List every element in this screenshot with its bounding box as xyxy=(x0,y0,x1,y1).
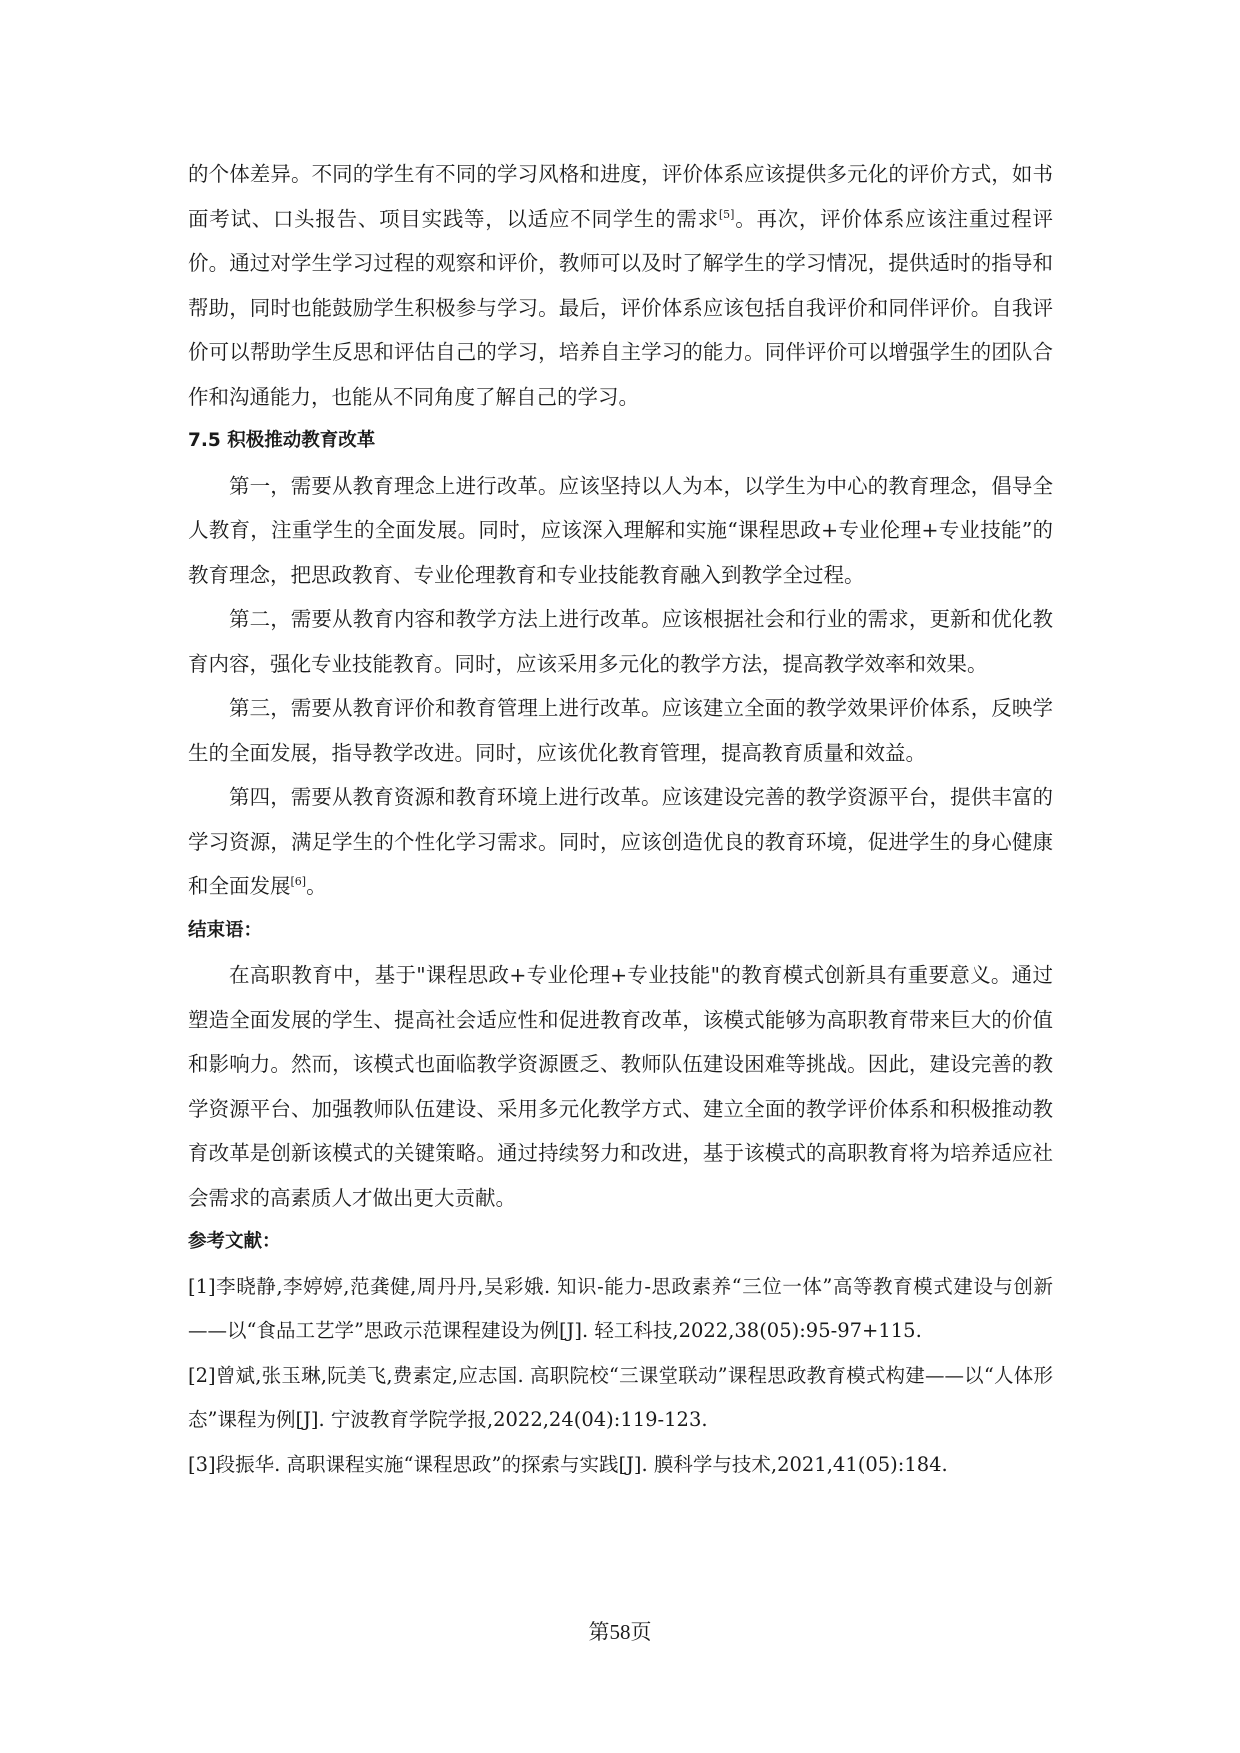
citation-5: [5] xyxy=(718,207,735,221)
reform-paragraph-4 xyxy=(188,775,1053,909)
intro-paragraph xyxy=(188,152,1053,419)
citation-6: [6] xyxy=(290,875,307,889)
reference-item-1: [1]李晓静,李婷婷,范龚健,周丹丹,吴彩娥. 知识-能力-思政素养“三位一体”高等教育模式建设与创新——以“食品工艺学”思政示范课程建设为例[J]. 轻工科技,2022,38(05):95-97+115. xyxy=(188,1274,1053,1342)
reform-paragraph-4-end: 。 xyxy=(306,874,327,898)
reform-paragraph-2: 第二，需要从教育内容和教学方法上进行改革。应该根据社会和行业的需求，更新和优化教育内容，强化专业技能教育。同时，应该采用多元化的教学方法，提高教学效率和效果。 xyxy=(188,607,1053,676)
conclusion-paragraph: 在高职教育中，基于"课程思政+专业伦理+专业技能"的教育模式创新具有重要意义。通过塑造全面发展的学生、提高社会适应性和促进教育改革，该模式能够为高职教育带来巨大的价值和影响力。然而，该模式也面临教学资源匮乏、教师队伍建设困难等挑战。因此，建设完善的教学资源平台、加强教师队伍建设、采用多元化教学方式、建立全面的教学评价体系和积极推动教育改革是创新该模式的关键策略。通过持续努力和改进，基于该模式的高职教育将为培养适应社会需求的高素质人才做出更大贡献。 xyxy=(188,963,1053,1210)
conclusion-heading: 结束语： xyxy=(188,919,263,941)
reform-paragraph-3: 第三，需要从教育评价和教育管理上进行改革。应该建立全面的教学效果评价体系，反映学生的全面发展，指导教学改进。同时，应该优化教育管理，提高教育质量和效益。 xyxy=(188,696,1053,765)
intro-text-part-2: 。再次，评价体系应该注重过程评价。通过对学生学习过程的观察和评价，教师可以及时了解学生的学习情况，提供适时的指导和帮助，同时也能鼓励学生积极参与学习。最后，评价体系应该包括自我评价和同伴评价。自我评价可以帮助学生反思和评估自己的学习，培养自主学习的能力。同伴评价可以增强学生的团队合作和沟通能力，也能从不同角度了解自己的学习。 xyxy=(188,206,1054,409)
page-number: 第58页 xyxy=(588,1620,652,1644)
section-heading-7-5: 7.5 积极推动教育改革 xyxy=(188,430,376,451)
document-page xyxy=(188,152,1053,1487)
intro-text-part-1: 的个体差异。不同的学生有不同的学习风格和进度，评价体系应该提供多元化的评价方式，如书面考试、口头报告、项目实践等，以适应不同学生的需求 xyxy=(188,162,1053,231)
reference-item-2: [2]曾斌,张玉琳,阮美飞,费素定,应志国. 高职院校“三课堂联动”课程思政教育模式构建——以“人体形态”课程为例[J]. 宁波教育学院学报,2022,24(04):119-123. xyxy=(188,1363,1053,1431)
reform-paragraph-1: 第一，需要从教育理念上进行改革。应该坚持以人为本，以学生为中心的教育理念，倡导全人教育，注重学生的全面发展。同时，应该深入理解和实施“课程思政+专业伦理+专业技能”的教育理念，把思政教育、专业伦理教育和专业技能教育融入到教学全过程。 xyxy=(188,473,1053,587)
reform-paragraph-4-text: 第四，需要从教育资源和教育环境上进行改革。应该建设完善的教学资源平台，提供丰富的学习资源，满足学生的个性化学习需求。同时，应该创造优良的教育环境，促进学生的身心健康和全面发展 xyxy=(188,785,1053,898)
references-heading: 参考文献： xyxy=(188,1231,281,1252)
reference-item-3: [3]段振华. 高职课程实施“课程思政”的探索与实践[J]. 膜科学与技术,2021,41(05):184. xyxy=(188,1452,948,1476)
